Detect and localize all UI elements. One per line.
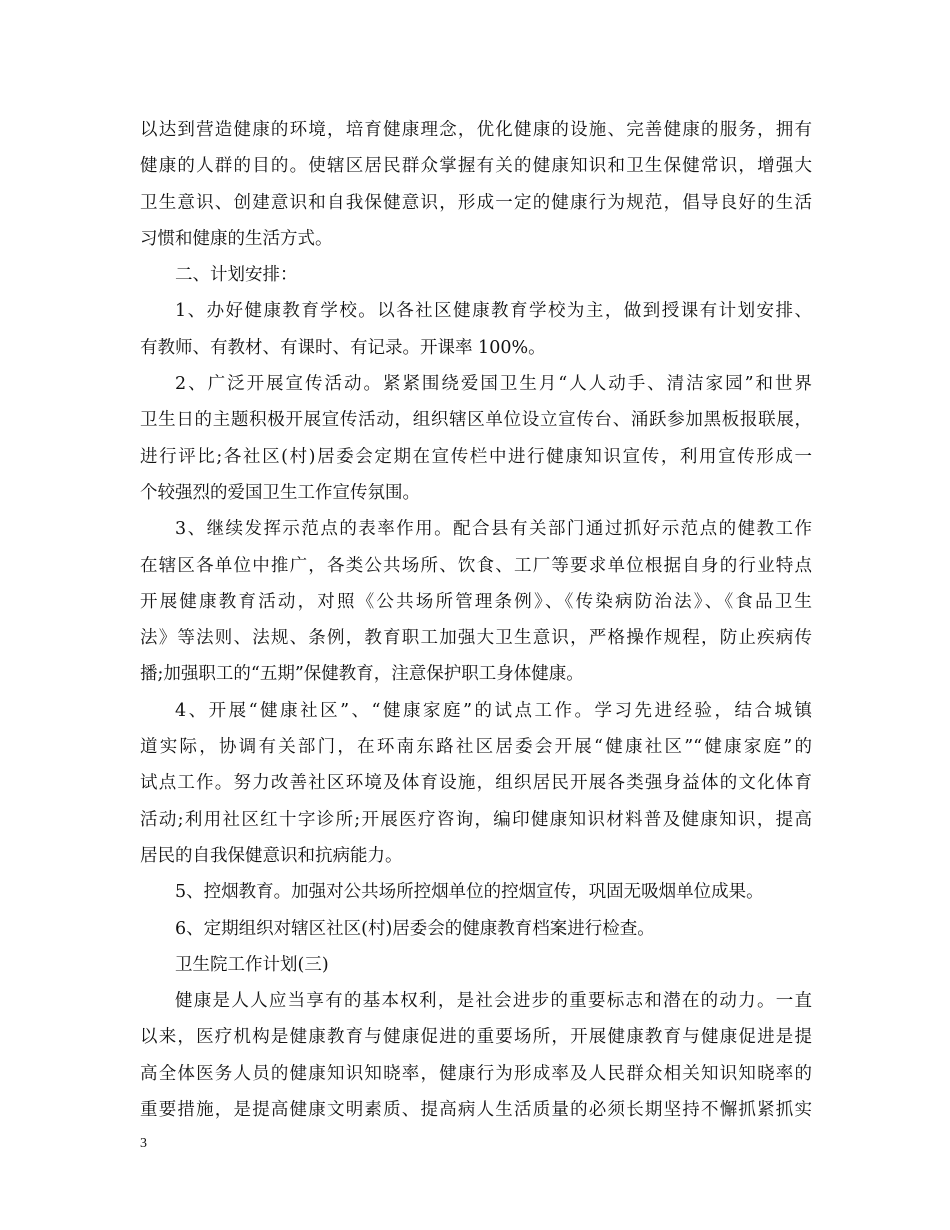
text-line: 重要措施，是提高健康文明素质、提高病人生活质量的必须长期坚持不懈抓紧抓实 bbox=[140, 1100, 812, 1121]
text-line: 卫生日的主题积极开展宣传活动，组织辖区单位设立宣传台、涌跃参加黑板报联展， bbox=[140, 410, 812, 431]
text-line: 健康的人群的目的。使辖区居民群众掌握有关的健康知识和卫生保健常识，增强大 bbox=[140, 156, 812, 177]
text-line: 5、控烟教育。加强对公共场所控烟单位的控烟宣传，巩固无吸烟单位成果。 bbox=[175, 882, 764, 903]
text-line: 健康是人人应当享有的基本权利，是社会进步的重要标志和潜在的动力。一直 bbox=[175, 991, 812, 1012]
text-line: 试点工作。努力改善社区环境及体育设施，组织居民开展各类强身益体的文化体育 bbox=[140, 773, 812, 794]
text-line: 法》等法则、法规、条例，教育职工加强大卫生意识，严格操作规程，防止疾病传 bbox=[140, 628, 812, 649]
page-number: 3 bbox=[140, 1136, 147, 1151]
text-line: 活动;利用社区红十字诊所;开展医疗咨询，编印健康知识材料普及健康知识，提高 bbox=[140, 809, 812, 830]
text-line: 4、开展“健康社区”、“健康家庭”的试点工作。学习先进经验，结合城镇 bbox=[175, 700, 812, 721]
text-line: 道实际，协调有关部门，在环南东路社区居委会开展“健康社区”“健康家庭”的 bbox=[140, 737, 812, 758]
text-line: 进行评比;各社区(村)居委会定期在宣传栏中进行健康知识宣传，利用宣传形成一 bbox=[140, 446, 812, 467]
text-line: 2、广泛开展宣传活动。紧紧围绕爱国卫生月“人人动手、清洁家园”和世界 bbox=[175, 374, 812, 395]
text-line: 有教师、有教材、有课时、有记录。开课率 100%。 bbox=[140, 337, 546, 358]
text-line: 开展健康教育活动，对照《公共场所管理条例》、《传染病防治法》、《食品卫生 bbox=[140, 591, 812, 612]
text-line: 3、继续发挥示范点的表率作用。配合县有关部门通过抓好示范点的健教工作 bbox=[175, 519, 812, 540]
text-line: 居民的自我保健意识和抗病能力。 bbox=[140, 845, 403, 866]
text-line: 以达到营造健康的环境，培育健康理念，优化健康的设施、完善健康的服务，拥有 bbox=[140, 120, 812, 140]
section-heading: 二、计划安排： bbox=[175, 265, 298, 286]
document-body bbox=[140, 112, 812, 1128]
text-line: 1、办好健康教育学校。以各社区健康教育学校为主，做到授课有计划安排、 bbox=[175, 301, 812, 322]
text-line: 个较强烈的爱国卫生工作宣传氛围。 bbox=[140, 482, 420, 503]
text-line: 高全体医务人员的健康知识知晓率，健康行为形成率及人民群众相关知识知晓率的 bbox=[140, 1063, 812, 1084]
section-heading: 卫生院工作计划(三) bbox=[175, 954, 329, 975]
text-line: 卫生意识、创建意识和自我保健意识，形成一定的健康行为规范，倡导良好的生活 bbox=[140, 192, 812, 213]
text-line: 6、定期组织对辖区社区(村)居委会的健康教育档案进行检查。 bbox=[175, 918, 655, 939]
text-line: 以来，医疗机构是健康教育与健康促进的重要场所，开展健康教育与健康促进是提 bbox=[140, 1027, 812, 1048]
text-line: 播;加强职工的“五期”保健教育，注意保护职工身体健康。 bbox=[140, 664, 584, 685]
text-line: 习惯和健康的生活方式。 bbox=[140, 228, 333, 249]
text-line: 在辖区各单位中推广，各类公共场所、饮食、工厂等要求单位根据自身的行业特点 bbox=[140, 555, 812, 576]
